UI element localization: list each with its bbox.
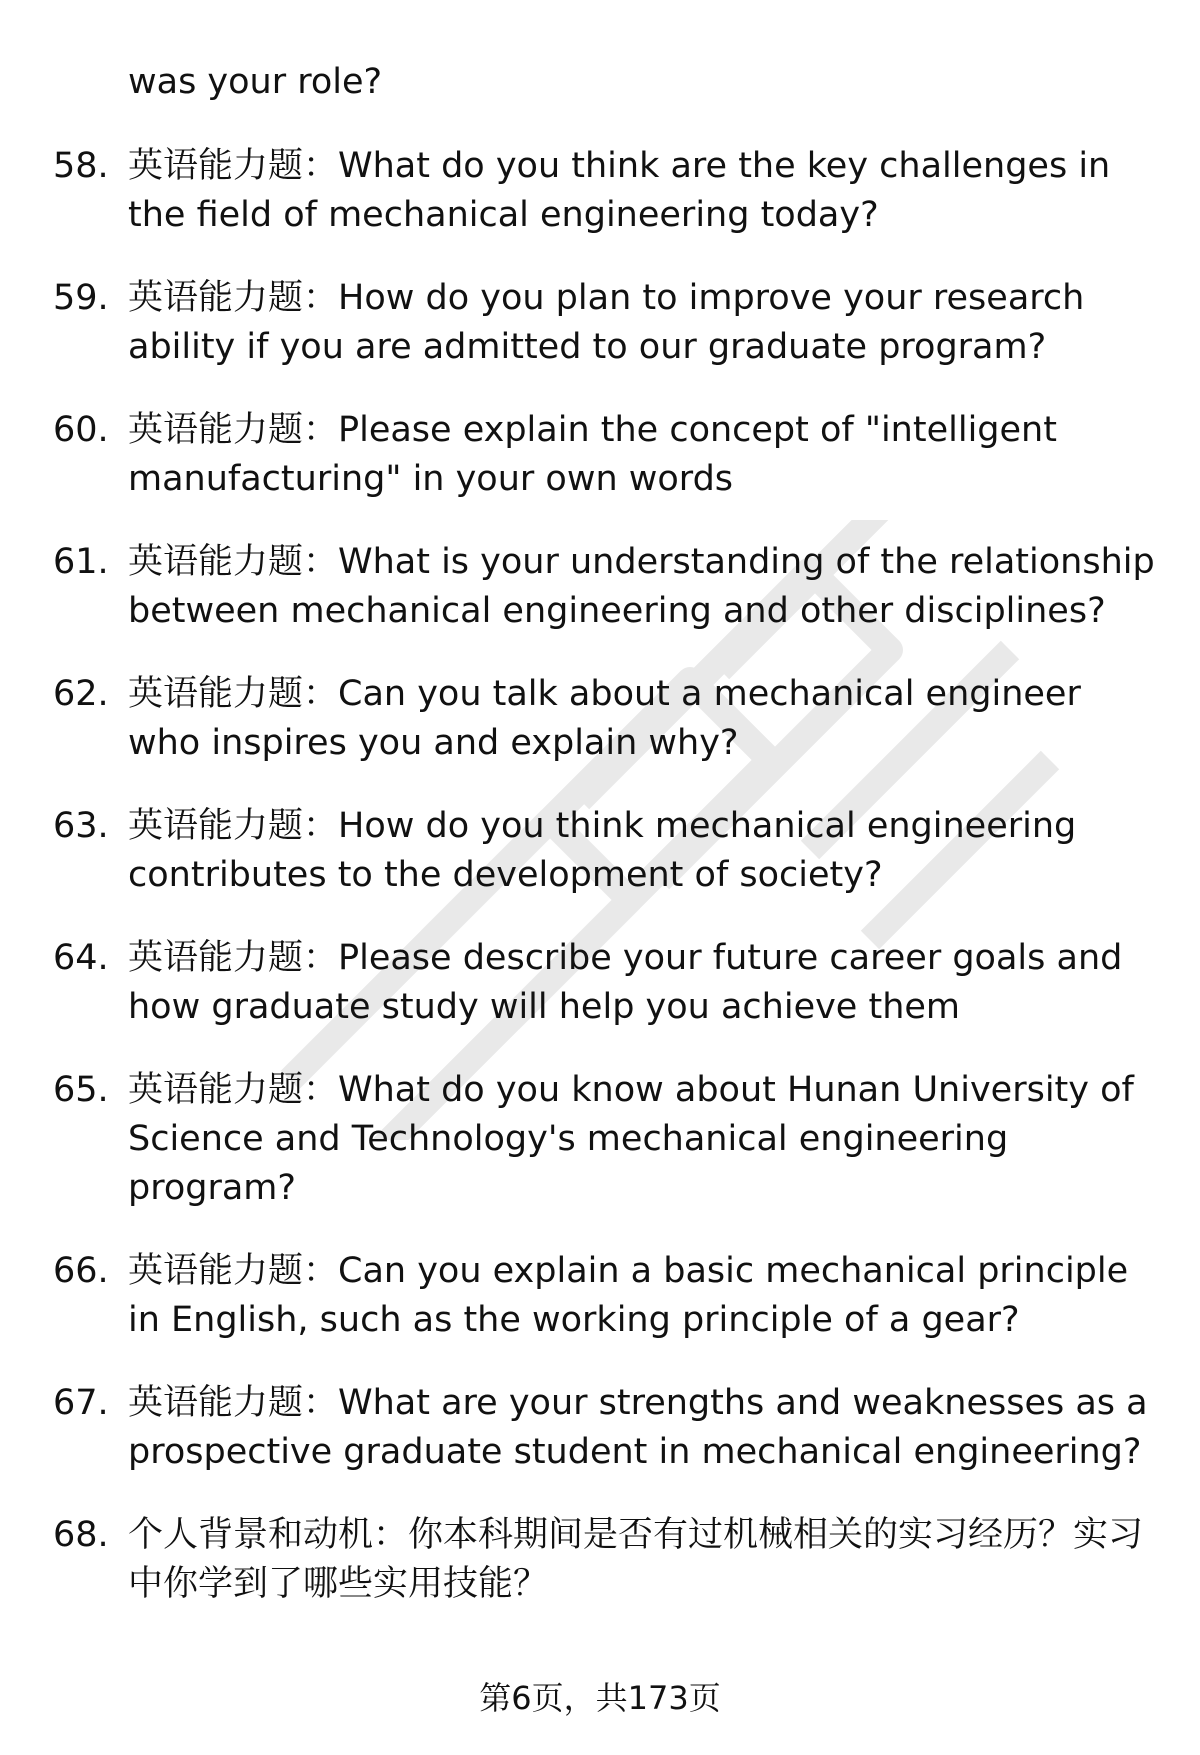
question-number: 59.	[53, 278, 109, 318]
question-item	[0, 538, 1200, 636]
question-item	[0, 142, 1200, 240]
continuation-text: was your role?	[128, 62, 383, 102]
question-item	[0, 406, 1200, 504]
question-number: 60.	[53, 410, 109, 450]
page-footer: 第6页，共173页	[479, 1679, 721, 1717]
question-text: 英语能力题：Please explain the concept of "intelligent manufacturing" in your own words	[128, 410, 1057, 499]
question-text: 英语能力题：Can you talk about a mechanical engineer who inspires you and explain why?	[128, 674, 1081, 763]
question-text: 英语能力题：What do you think are the key challenges in the field of mechanical engineering today?	[128, 146, 1111, 235]
question-number: 65.	[53, 1070, 109, 1110]
question-item	[0, 1066, 1200, 1213]
question-item	[0, 802, 1200, 900]
question-text: 英语能力题：How do you think mechanical engineering contributes to the development of society?	[128, 806, 1077, 895]
question-item	[0, 274, 1200, 372]
question-text: 个人背景和动机：你本科期间是否有过机械相关的实习经历？实习中你学到了哪些实用技能？	[128, 1515, 1144, 1604]
question-number: 61.	[53, 542, 109, 582]
question-text: 英语能力题：How do you plan to improve your research ability if you are admitted to our graduate program?	[128, 278, 1085, 367]
question-text: 英语能力题：Can you explain a basic mechanical principle in English, such as the working principle of a gear?	[128, 1251, 1129, 1340]
question-item	[0, 1511, 1200, 1609]
question-item	[0, 934, 1200, 1032]
question-text: 英语能力题：What is your understanding of the relationship between mechanical engineering and other disciplines?	[128, 542, 1155, 631]
question-item	[0, 1247, 1200, 1345]
question-list	[0, 142, 1200, 1643]
question-number: 63.	[53, 806, 109, 846]
question-text: 英语能力题：What are your strengths and weaknesses as a prospective graduate student in mechanical engineering?	[128, 1383, 1148, 1472]
question-number: 67.	[53, 1383, 109, 1423]
question-text: 英语能力题：Please describe your future career goals and how graduate study will help you achieve them	[128, 938, 1123, 1027]
question-number: 62.	[53, 674, 109, 714]
question-number: 68.	[53, 1515, 109, 1555]
question-number: 64.	[53, 938, 109, 978]
question-item	[0, 1379, 1200, 1477]
question-text: 英语能力题：What do you know about Hunan University of Science and Technology's mechanical engineering program?	[128, 1070, 1134, 1208]
question-number: 66.	[53, 1251, 109, 1291]
question-number: 58.	[53, 146, 109, 186]
question-item	[0, 670, 1200, 768]
